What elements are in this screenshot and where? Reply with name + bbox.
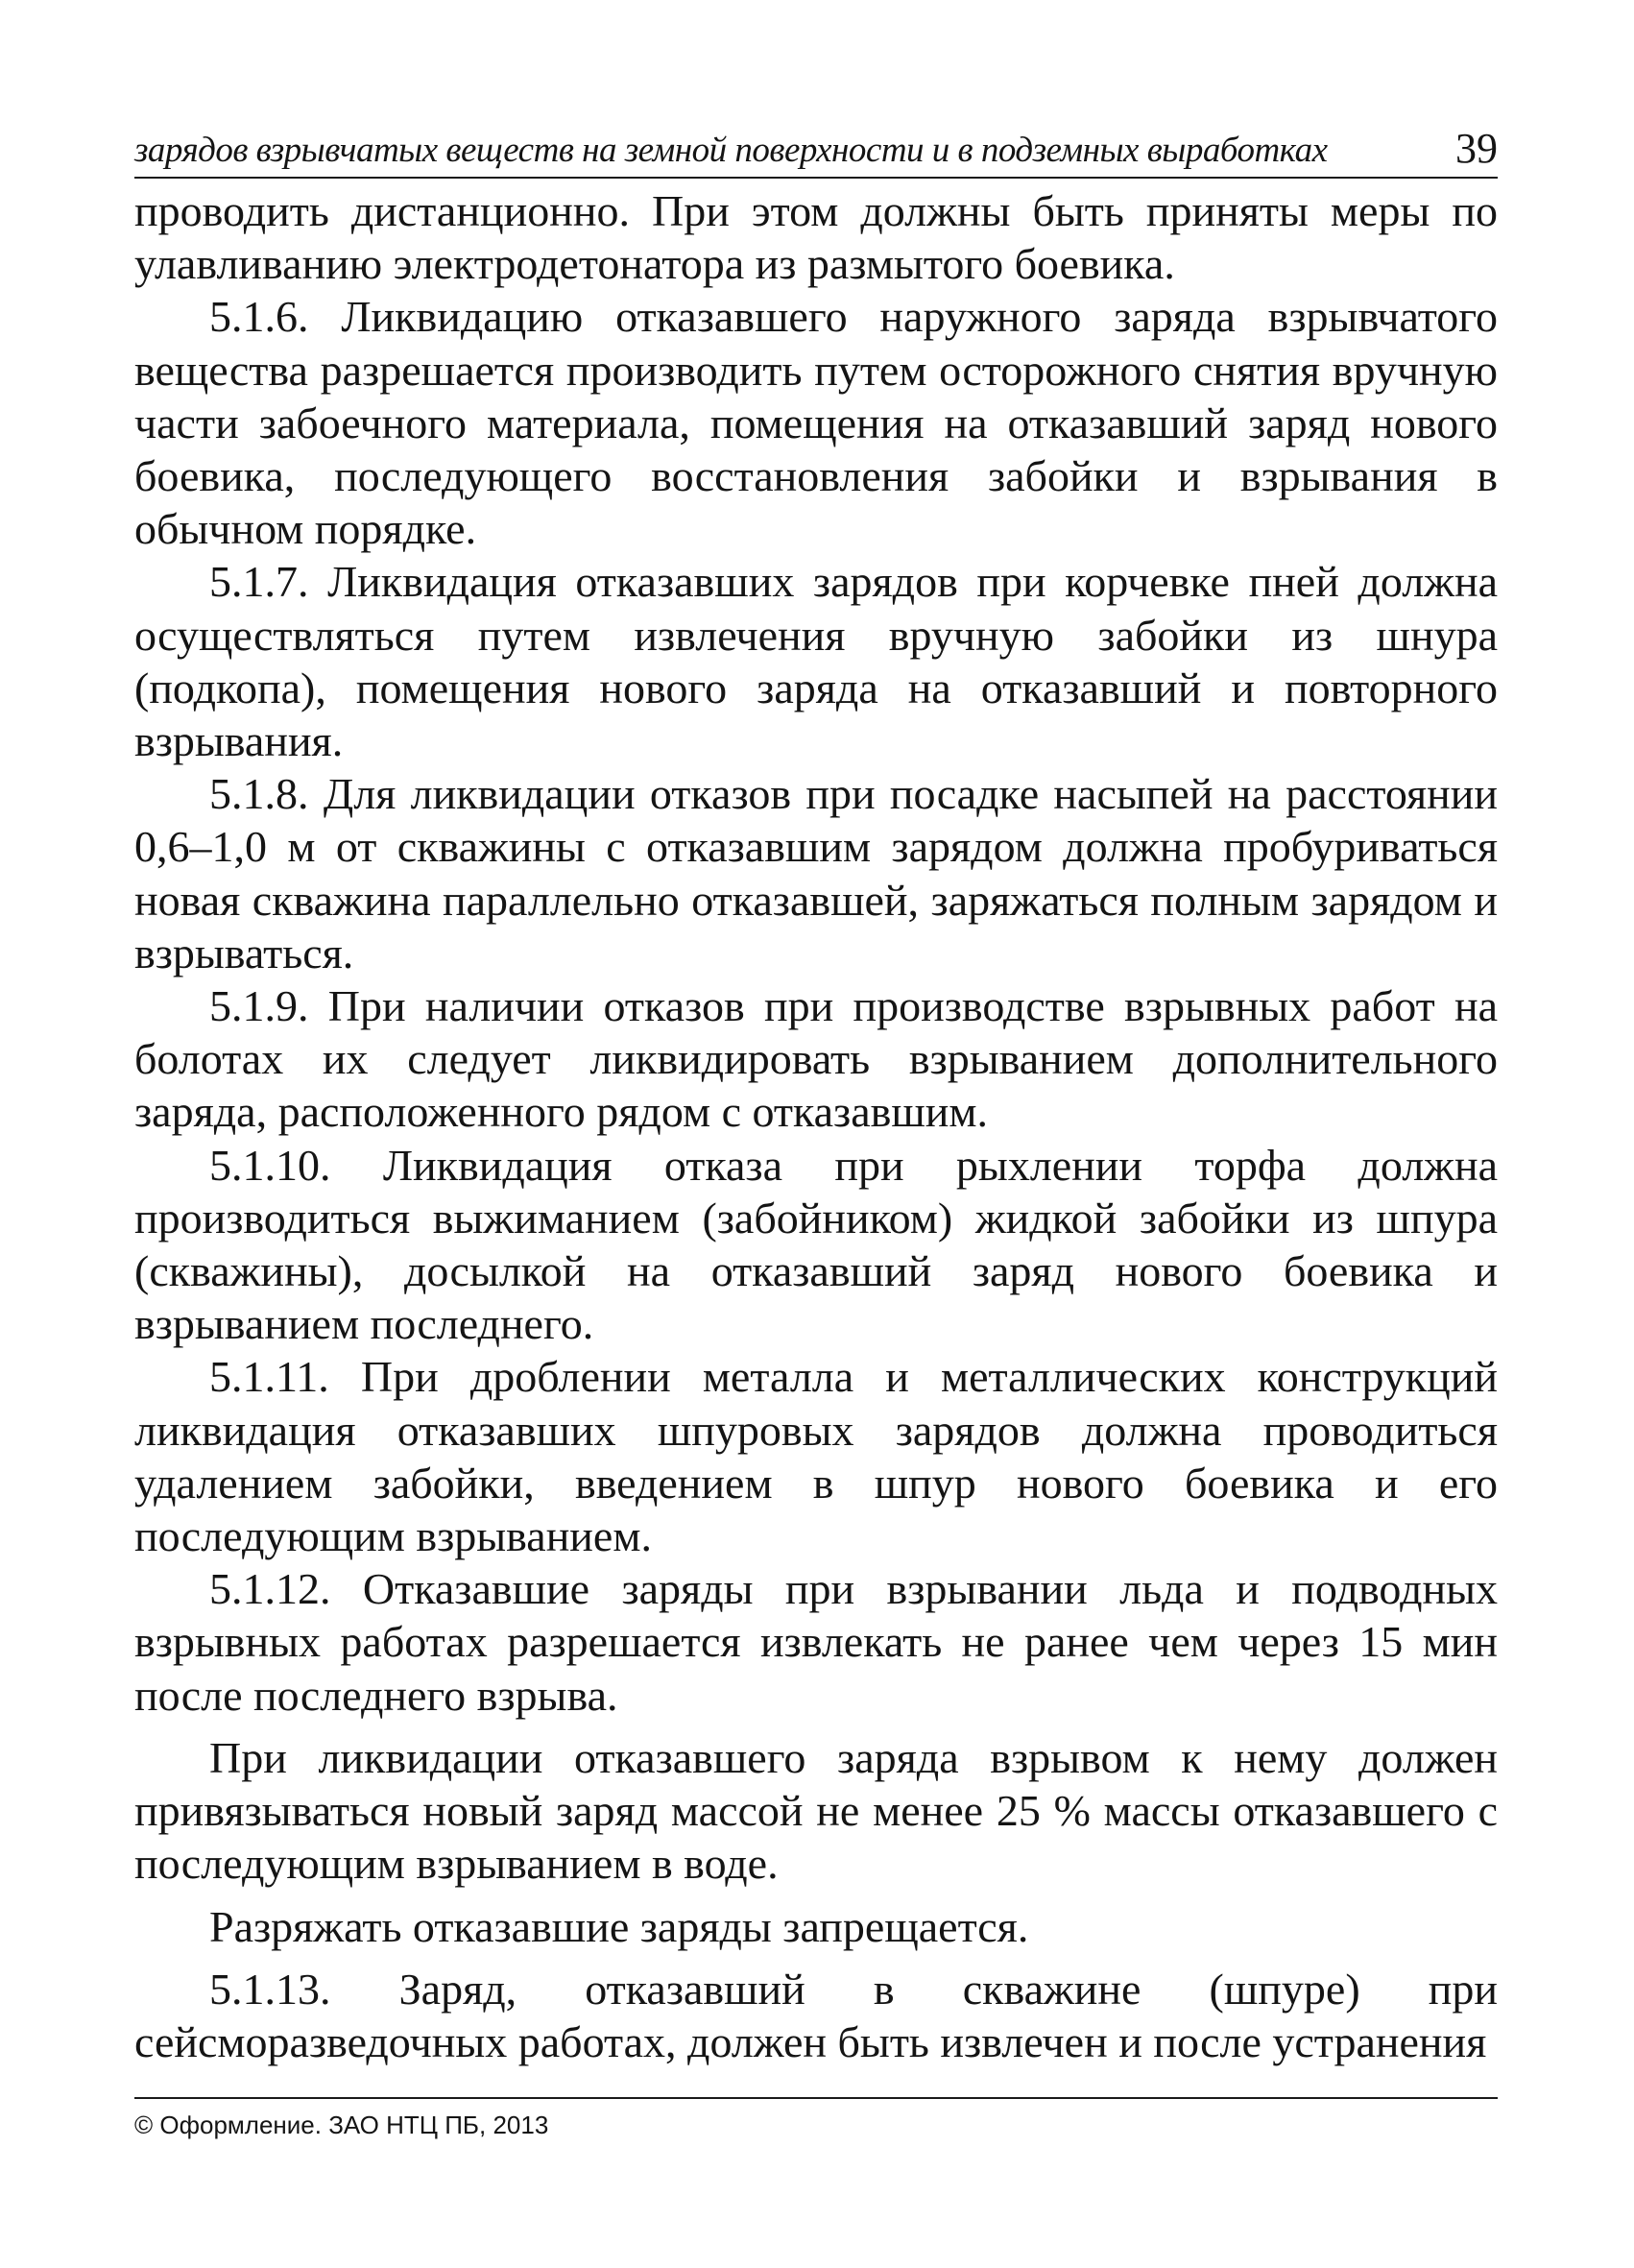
paragraph-5-1-7: 5.1.7. Ликвидация отказавших зарядов при корчевке пней должна осуществляться путем извлечения вручную забойки из шнура (подкопа), помещения нового заряда на отказавший и повторного взрывания. — [134, 557, 1498, 766]
paragraph-5-1-11: 5.1.11. При дроблении металла и металлических конструкций ликвидация отказавших шпуровых зарядов должна проводиться удалением забойки, введением в шпур нового боевика и его последующим взрыванием. — [134, 1352, 1498, 1561]
paragraph-5-1-9: 5.1.9. При наличии отказов при производстве взрывных работ на болотах их следует ликвидировать взрыванием дополнительного заряда, расположенного рядом с отказавшим. — [134, 981, 1498, 1137]
paragraph-5-1-6: 5.1.6. Ликвидацию отказавшего наружного заряда взрывчатого вещества разрешается производить путем осторожного снятия вручную части забоечного материала, помещения на отказавший заряд нового боевика, последующего восстановления забойки и взрывания в обычном порядке. — [134, 292, 1498, 554]
running-header — [134, 123, 1498, 179]
footer — [134, 2097, 1498, 2140]
paragraph-5-1-10: 5.1.10. Ликвидация отказа при рыхлении торфа должна производиться выжиманием (забойником) жидкой забойки из шпура (скважины), досылкой на отказавший заряд нового боевика и взрыванием последнего. — [134, 1140, 1498, 1349]
body-text — [134, 184, 1498, 2068]
paragraph-5-1-12: 5.1.12. Отказавшие заряды при взрывании льда и подводных взрывных работах разрешается извлекать не ранее чем через 15 мин после последнего взрыва. — [134, 1564, 1498, 1720]
paragraph-continuation: проводить дистанционно. При этом должны быть приняты меры по улавливанию электродетонатора из размытого боевика. — [134, 186, 1498, 289]
paragraph-5-1-13: 5.1.13. Заряд, отказавший в скважине (шпуре) при сейсморазведочных работах, должен быть извлечен и после устранения — [134, 1964, 1498, 2066]
paragraph-5-1-8: 5.1.8. Для ликвидации отказов при посадке насыпей на расстоянии 0,6–1,0 м от скважины с отказавшим зарядом должна пробуриваться новая скважина параллельно отказавшей, заряжаться полным зарядом и взрываться. — [134, 769, 1498, 977]
page — [134, 123, 1498, 2068]
page-number: 39 — [1455, 125, 1498, 172]
paragraph-underwater-charge: При ликвидации отказавшего заряда взрывом к нему должен привязываться новый заряд массой не менее 25 % массы отказавшего с последующим взрыванием в воде. — [134, 1732, 1498, 1889]
paragraph-prohibition: Разряжать отказавшие заряды запрещается. — [209, 1901, 1029, 1951]
copyright-notice: © Оформление. ЗАО НТЦ ПБ, 2013 — [134, 2111, 549, 2139]
header-title: зарядов взрывчатых веществ на земной поверхности и в подземных выработках — [134, 131, 1328, 170]
